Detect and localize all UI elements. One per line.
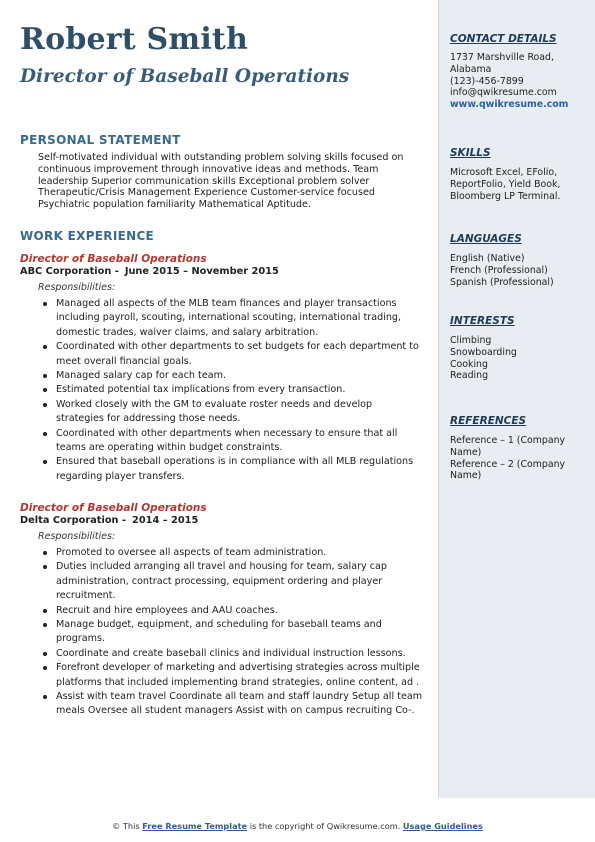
interest-item: Reading: [450, 370, 489, 382]
list-item: Coordinate and create baseball clinics and individual instruction lessons.: [38, 647, 423, 661]
job-1-bullets: [38, 297, 423, 484]
personal-statement-heading: PERSONAL STATEMENT: [20, 133, 181, 147]
contact-website[interactable]: www.qwikresume.com: [450, 99, 569, 111]
resume-sidebar: [438, 0, 595, 798]
languages-list: [450, 253, 590, 288]
language-item: English (Native): [450, 253, 525, 264]
list-item: Coordinated with other departments to set budgets for each department to meet overall financial goals.: [38, 340, 423, 369]
candidate-name: Robert Smith: [20, 22, 248, 57]
list-item: Duties included arranging all travel and housing for team, salary cap administration, contract processing, equipment ordering and player recruitment.: [38, 560, 423, 603]
contact-heading: CONTACT DETAILS: [450, 33, 557, 45]
job-company-line: [20, 266, 279, 277]
list-item: Manage budget, equipment, and scheduling for baseball teams and programs.: [38, 618, 423, 647]
contact-email[interactable]: info@qwikresume.com: [450, 87, 557, 99]
references-heading: REFERENCES: [450, 415, 527, 427]
contact-phone: (123)-456-7899: [450, 75, 524, 87]
reference-item: Reference – 2 (Company Name): [450, 458, 566, 482]
interest-item: Cooking: [450, 358, 488, 370]
job-role: Director of Baseball Operations: [20, 502, 207, 514]
free-resume-template-link[interactable]: Free Resume Template: [142, 821, 248, 831]
reference-item: Reference – 1 (Company Name): [450, 435, 566, 458]
footer: [0, 821, 595, 831]
list-item: Worked closely with the GM to evaluate roster needs and develop strategies for addressing those needs.: [38, 398, 423, 427]
job-dates: June 2015 – November 2015: [124, 266, 279, 277]
job-2-bullets: [38, 546, 423, 719]
work-experience-heading: WORK EXPERIENCE: [20, 229, 155, 243]
job-company: ABC Corporation -: [20, 266, 119, 277]
skills-text: Microsoft Excel, EFolio, ReportFolio, Yield Book, Bloomberg LP Terminal.: [450, 167, 561, 202]
list-item: Forefront developer of marketing and advertising strategies across multiple platforms that included implementing brand strategies, online content, ad .: [38, 661, 423, 690]
language-item: French (Professional): [450, 264, 548, 276]
skills-heading: SKILLS: [450, 147, 491, 159]
responsibilities-label: Responsibilities:: [38, 282, 116, 293]
interest-item: Climbing: [450, 335, 492, 346]
footer-copyright: is the copyright of Qwikresume.com.: [249, 821, 401, 831]
list-item: Managed all aspects of the MLB team finances and player transactions including payroll, scouting, international scouting, international trading, domestic trades, waiver claims, and salary arbitration.: [38, 297, 423, 340]
language-item: Spanish (Professional): [450, 276, 554, 288]
job-company: Delta Corporation -: [20, 515, 127, 526]
contact-address: 1737 Marshville Road, Alabama: [450, 52, 554, 75]
usage-guidelines-link[interactable]: Usage Guidelines: [402, 821, 483, 831]
candidate-title: Director of Baseball Operations: [20, 66, 350, 87]
languages-heading: LANGUAGES: [450, 233, 522, 245]
list-item: Coordinated with other departments when necessary to ensure that all teams are operating within budget constraints.: [38, 427, 423, 456]
responsibilities-label: Responsibilities:: [38, 531, 116, 542]
contact-details: [450, 52, 590, 111]
job-role: Director of Baseball Operations: [20, 253, 207, 265]
list-item: Ensured that baseball operations is in compliance with all MLB regulations regarding player transfers.: [38, 455, 423, 484]
job-dates: 2014 – 2015: [132, 515, 199, 526]
list-item: Estimated potential tax implications from every transaction.: [38, 383, 423, 397]
personal-statement-text: Self-motivated individual with outstanding problem solving skills focused on continuous improvement through innovative ideas and methods. Team leadership Superior communication skills Exceptional problem solver Therapeutic/Crisis Management Experience Customer-service focused Psychiatric population familiarity Mathematical Aptitude.: [38, 152, 404, 211]
list-item: Recruit and hire employees and AAU coaches.: [38, 604, 423, 618]
list-item: Managed salary cap for each team.: [38, 369, 423, 383]
interest-item: Snowboarding: [450, 346, 517, 358]
footer-prefix: © This: [112, 821, 140, 831]
references-list: [450, 435, 590, 482]
interests-heading: INTERESTS: [450, 315, 515, 327]
list-item: Promoted to oversee all aspects of team administration.: [38, 546, 423, 560]
interests-list: [450, 335, 590, 382]
job-company-line: [20, 515, 198, 526]
list-item: Assist with team travel Coordinate all team and staff laundry Setup all team meals Oversee all student managers Assist with on campus recruiting Co-.: [38, 690, 423, 719]
